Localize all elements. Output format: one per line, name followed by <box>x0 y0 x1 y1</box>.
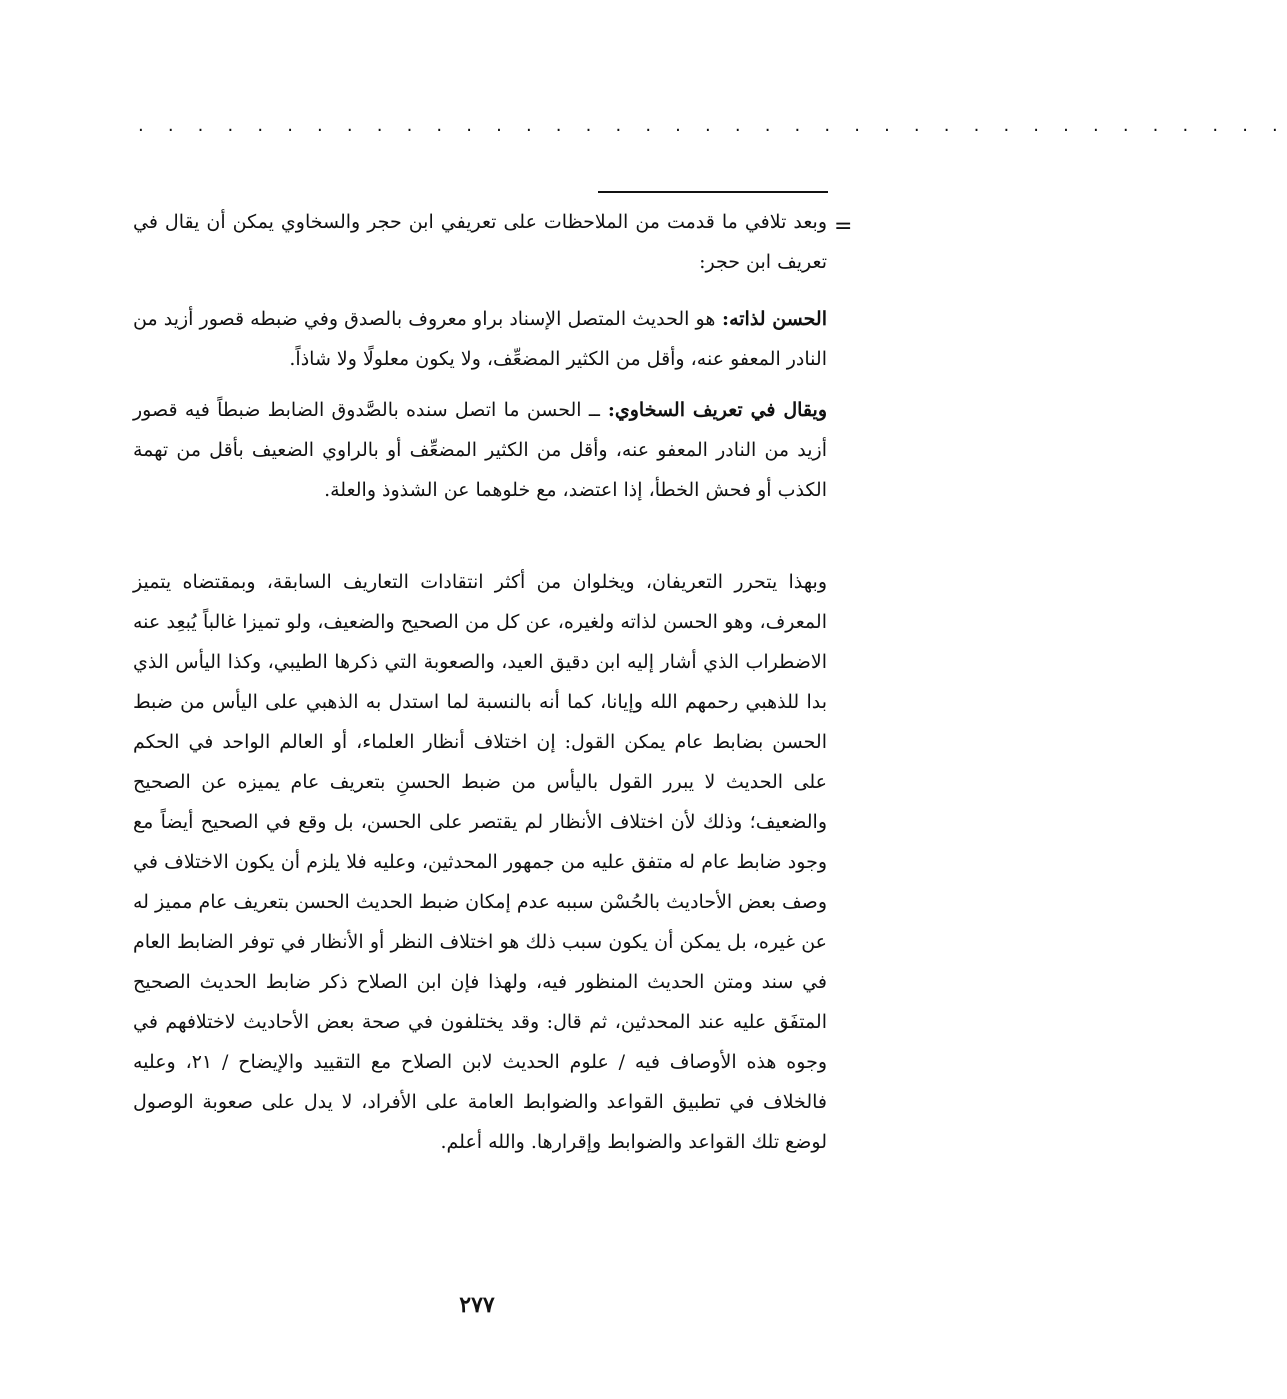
paragraph-body: وبهذا يتحرر التعريفان، ويخلوان من أكثر انتقادات التعاريف السابقة، وبمقتضاه يتميز المعرف، وهو الحسن لذاته ولغيره، عن كل من الصحيح والضعيف، ولو تميزا غالباً يُبعِد عنه الاضطراب الذي أشار إليه ابن دقيق العيد، والصعوبة التي ذكرها الطيبي، وكذا اليأس الذي بدا للذهبي رحمهم الله وإيانا، كما أنه بالنسبة لما استدل به الذهبي على اليأس من ضبط الحسن بضابط عام يمكن القول: إن اختلاف أنظار العلماء، أو العالم الواحد في الحكم على الحديث لا يبرر القول باليأس من ضبط الحسنِ بتعريف عام يميزه عن الصحيح والضعيف؛ وذلك لأن اختلاف الأنظار لم يقتصر على الحسن، بل وقع في الصحيح أيضاً مع وجود ضابط عام له متفق عليه من جمهور المحدثين، وعليه فلا يلزم أن يكون الاختلاف في وصف بعض الأحاديث بالحُسْن سببه عدم إمكان ضبط الحديث الحسن بتعريف عام مميز له عن غيره، بل يمكن أن يكون سبب ذلك هو اختلاف النظر أو الأنظار في توفر الضابط العام في سند ومتن الحديث المنظور فيه، ولهذا فإن ابن الصلاح ذكر ضابط الحديث الصحيح المتفَق عليه عند المحدثين، ثم قال: وقد يختلفون في صحة بعض الأحاديث لاختلافهم في وجوه هذه الأوصاف فيه / علوم الحديث لابن الصلاح مع التقييد والإيضاح / ٢١، وعليه فالخلاف في تطبيق القواعد والضوابط العامة على الأفراد، لا يدل على صعوبة الوصول لوضع تلك القواعد والضوابط وإقرارها. والله أعلم. <box>133 571 828 1153</box>
paragraph-lead: ويقال في تعريف السخاوي: <box>600 399 827 421</box>
footnote-continuation-marker: = <box>834 214 853 239</box>
paragraph-lead: الحسن لذاته: <box>715 308 827 330</box>
paragraph-sakhawi-definition <box>133 390 827 510</box>
footnote-rule <box>598 191 828 193</box>
paragraph-body: ــ الحسن ما اتصل سنده بالصَّدوق الضابط ضبطاً فيه قصور أزيد من النادر المعفو عنه، وأقل من الكثير المضعِّف أو بالراوي الضعيف بأقل من تهمة الكذب أو فحش الخطأ، إذا اعتضد، مع خلوهما عن الشذوذ والعلة. <box>133 399 827 501</box>
page-number: ٢٧٧ <box>459 1292 495 1318</box>
dotted-separator: . . . . . . . . . . . . . . . . . . . . . . . . . . . . . . . . . . . . . . . <box>138 115 1287 136</box>
paragraph-intro <box>133 202 827 282</box>
paragraph-body: وبعد تلافي ما قدمت من الملاحظات على تعريفي ابن حجر والسخاوي يمكن أن يقال في تعريف ابن حجر: <box>133 211 827 273</box>
paragraph-discussion <box>133 562 827 1162</box>
paragraph-hasan-lidhatihi <box>133 299 827 379</box>
paragraph-body: هو الحديث المتصل الإسناد براو معروف بالصدق وفي ضبطه قصور أزيد من النادر المعفو عنه، وأقل من الكثير المضعِّف، ولا يكون معلولًا ولا شاذاً. <box>133 308 827 370</box>
